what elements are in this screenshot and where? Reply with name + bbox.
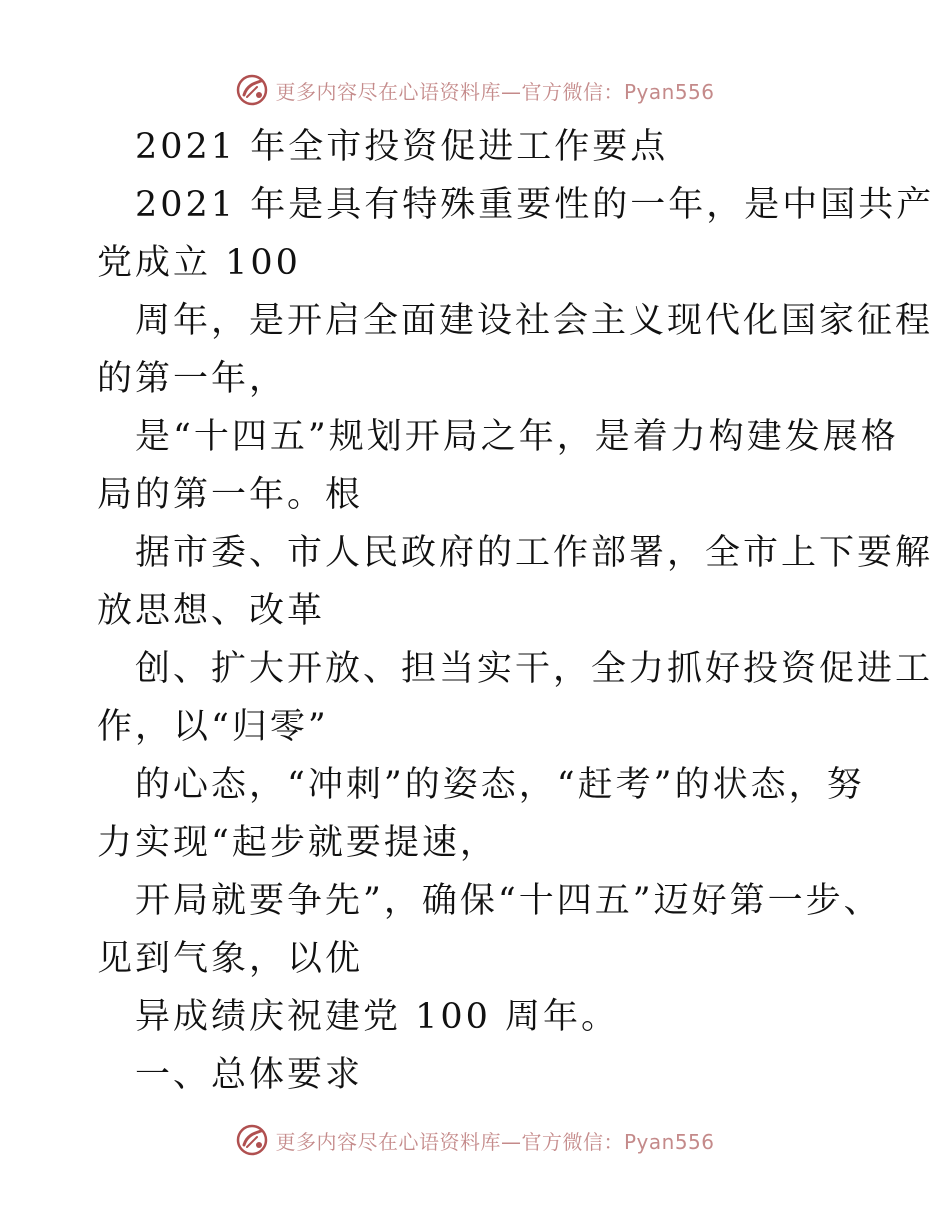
- seal-icon: [235, 73, 269, 107]
- paragraph-line: 放思想、改革: [97, 591, 326, 631]
- watermark-text: [275, 76, 714, 105]
- section-heading: 一、总体要求: [135, 1055, 364, 1095]
- seal-icon: [235, 1123, 269, 1157]
- watermark-wechat-id: Pyan556: [623, 79, 715, 104]
- paragraph-line: 异成绩庆祝建党 100 周年。: [135, 997, 620, 1037]
- paragraph-line: 是“十四五”规划开局之年，是着力构建发展格: [135, 417, 899, 457]
- paragraph-line: 2021 年是具有特殊重要性的一年，是中国共产: [135, 185, 935, 225]
- paragraph-line: 党成立 100: [97, 243, 301, 283]
- watermark-text: [275, 1126, 714, 1155]
- paragraph-line: 据市委、市人民政府的工作部署，全市上下要解: [135, 533, 934, 573]
- document-body: [97, 118, 935, 1104]
- paragraph-line: 作，以“归零”: [97, 707, 329, 747]
- paragraph-line: 的心态，“冲刺”的姿态，“赶考”的状态，努: [135, 765, 865, 805]
- watermark-header: [0, 70, 950, 110]
- paragraph-line: 创、扩大开放、担当实干，全力抓好投资促进工: [135, 649, 934, 689]
- paragraph-line: 周年，是开启全面建设社会主义现代化国家征程: [135, 301, 934, 341]
- paragraph-line: 见到气象，以优: [97, 939, 364, 979]
- paragraph-line: 的第一年，: [97, 359, 288, 399]
- watermark-label: 更多内容尽在心语资料库—官方微信：: [275, 79, 624, 104]
- document-title: 2021 年全市投资促进工作要点: [135, 127, 669, 167]
- paragraph-line: 局的第一年。根: [97, 475, 364, 515]
- paragraph-line: 力实现“起步就要提速，: [97, 823, 498, 863]
- watermark-footer: [0, 1120, 950, 1160]
- paragraph-line: 开局就要争先”，确保“十四五”迈好第一步、: [135, 881, 882, 921]
- watermark-wechat-id: Pyan556: [623, 1129, 715, 1154]
- watermark-label: 更多内容尽在心语资料库—官方微信：: [275, 1129, 624, 1154]
